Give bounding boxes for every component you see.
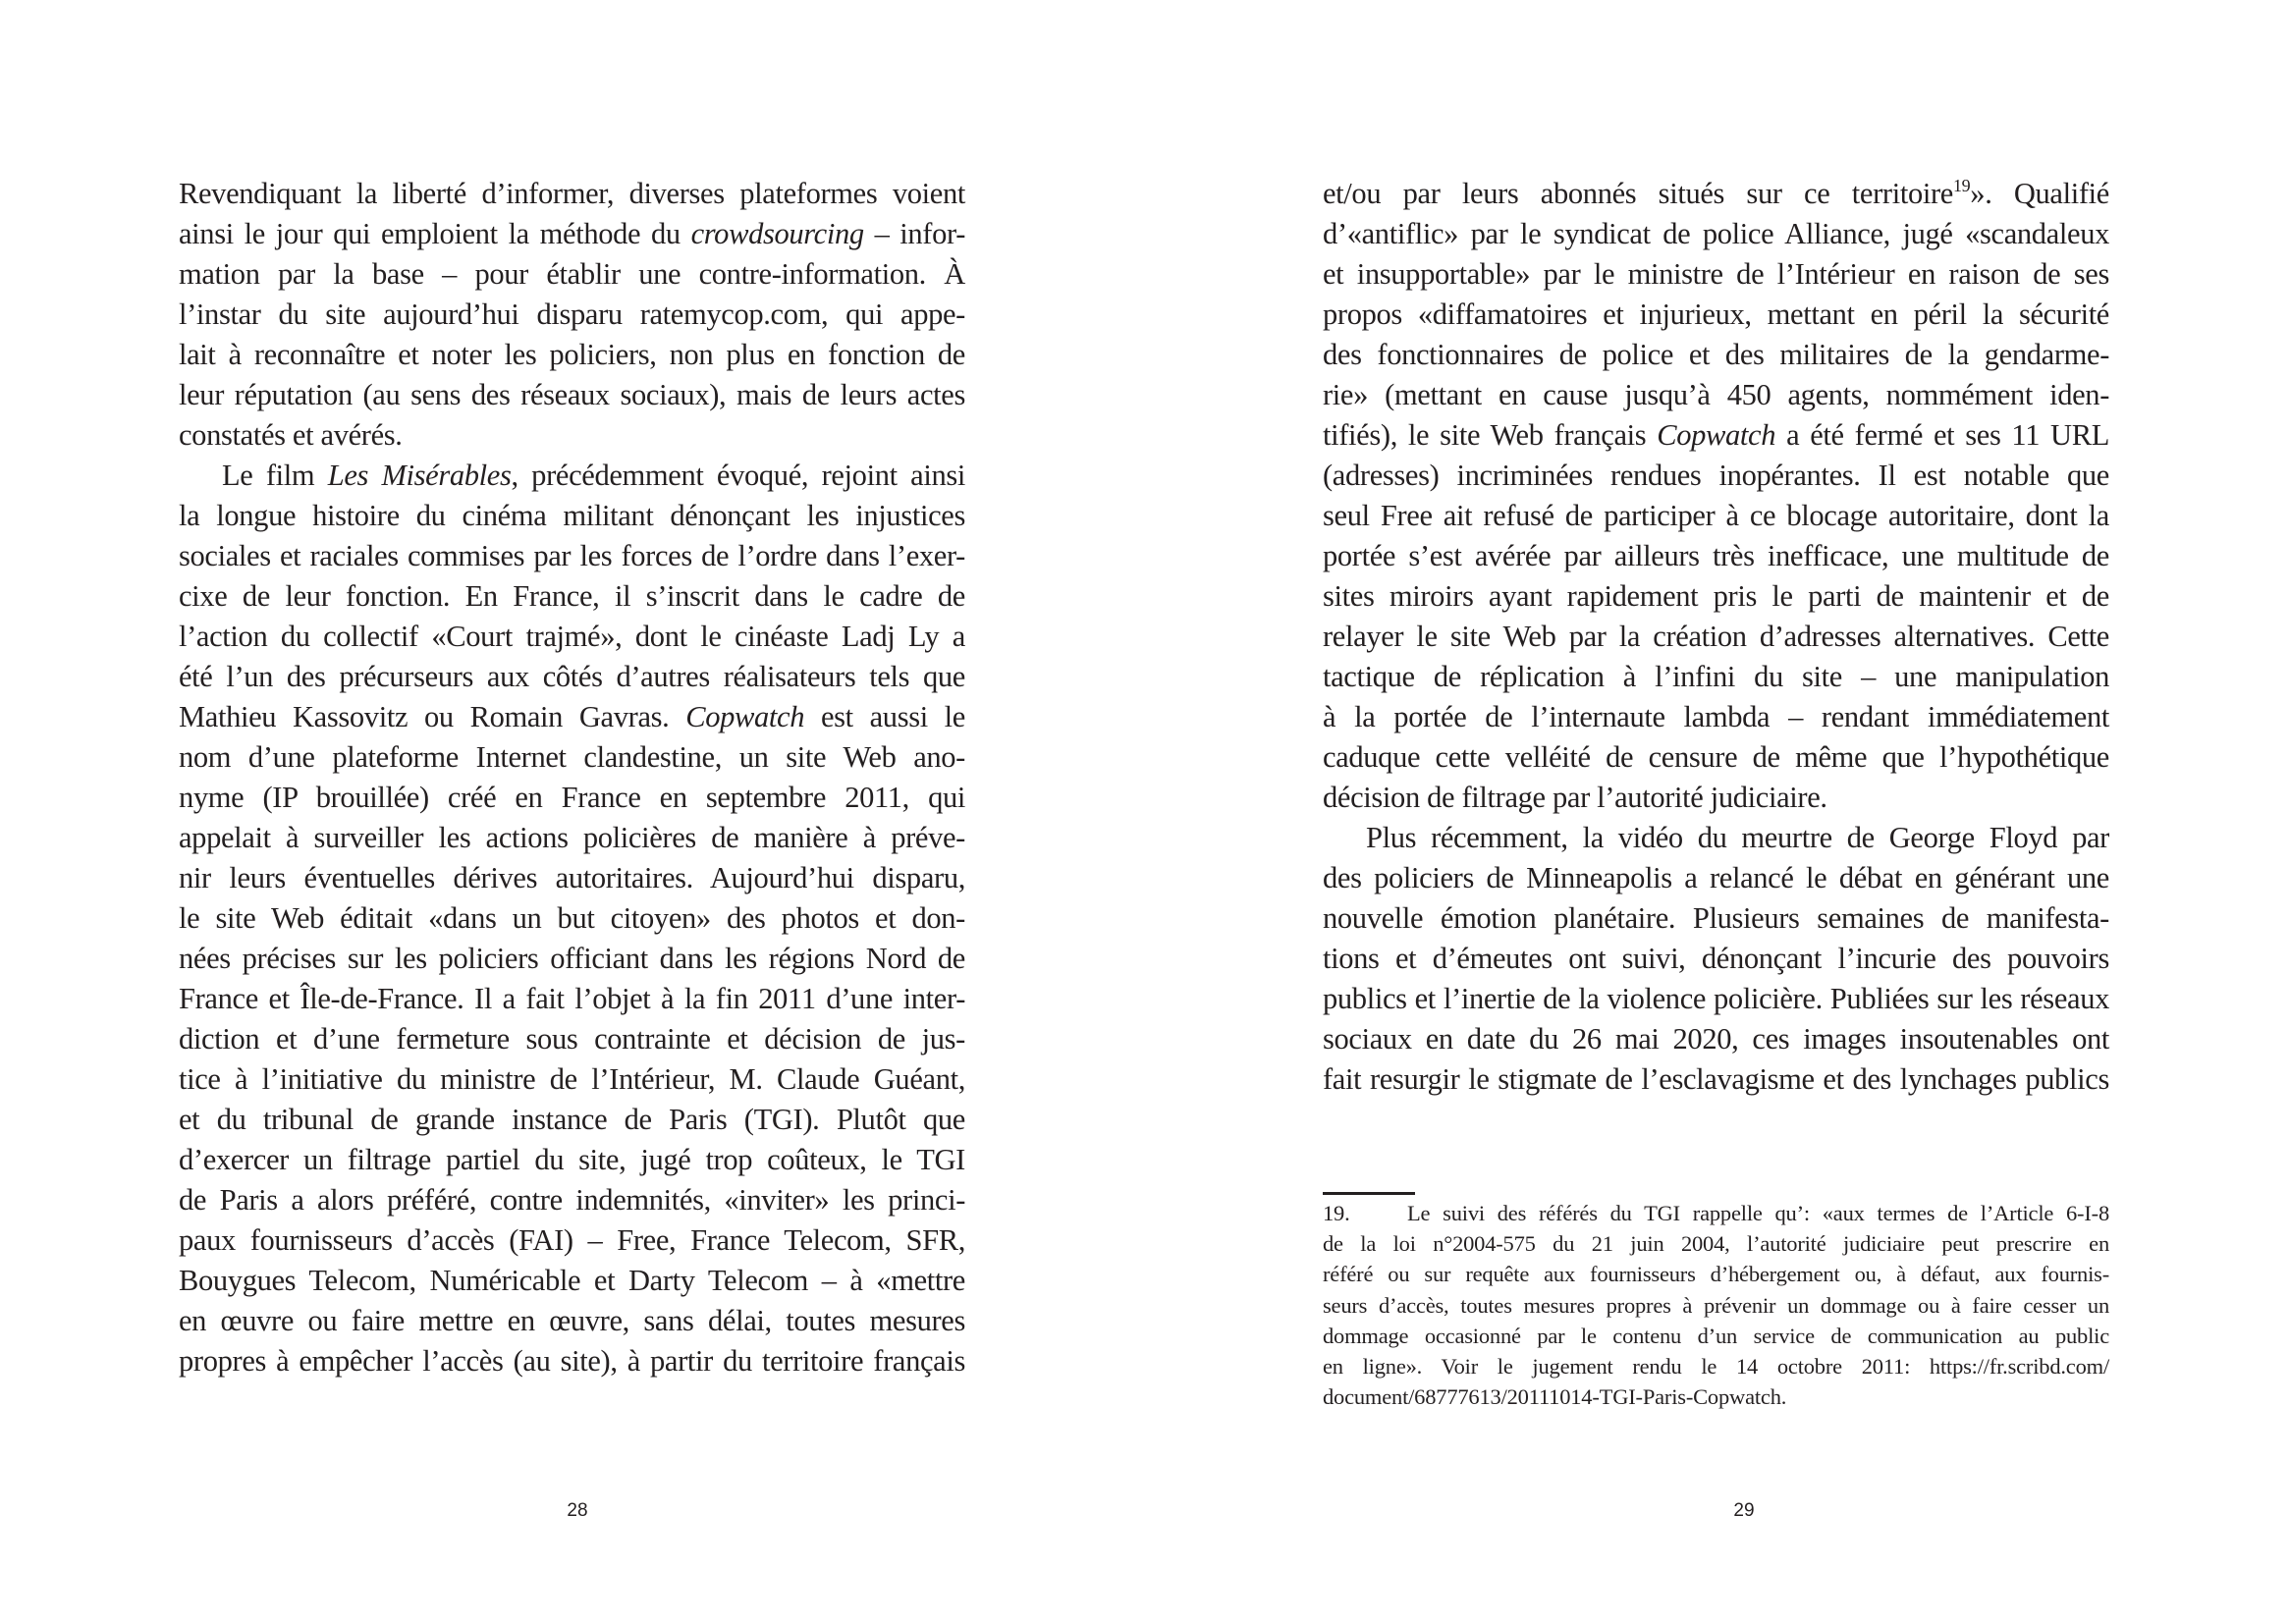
text-line: en œuvre ou faire mettre en œuvre, sans délai, toutes mesures [179, 1304, 965, 1337]
text-line: caduque cette velléité de censure de même que l’hypothétique [1323, 740, 2109, 774]
text-line: tactique de réplication à l’infini du site – une manipulation [1323, 660, 2109, 693]
text-line: des fonctionnaires de police et des militaires de la gendarme- [1323, 338, 2109, 371]
footnote-19 [1323, 1198, 2109, 1412]
text-line: Revendiquant la liberté d’informer, diverses plateformes voient [179, 177, 965, 210]
left-body-text [179, 174, 965, 1422]
text-line: portée s’est avérée par ailleurs très inefficace, une multitude de [1323, 539, 2109, 572]
page-number: 29 [1733, 1500, 1755, 1521]
footnote-line: 19. Le suivi des référés du TGI rappelle qu’: «aux termes de l’Article 6-I-8 [1323, 1198, 2109, 1228]
text-line: la longue histoire du cinéma militant dénonçant les injustices [179, 499, 965, 532]
italic-title: Les Misérables [327, 459, 512, 492]
text-line: cixe de leur fonction. En France, il s’inscrit dans le cadre de [179, 579, 965, 613]
text-line: sociaux en date du 26 mai 2020, ces images insoutenables ont [1323, 1022, 2109, 1056]
paragraph [1323, 174, 2109, 818]
text-line: sociales et raciales commises par les forces de l’ordre dans l’exer- [179, 539, 965, 572]
footnote-line: en ligne». Voir le jugement rendu le 14 octobre 2011: https://fr.scribd.com/ [1323, 1353, 2109, 1379]
text-line: appelait à surveiller les actions policières de manière à préve- [179, 821, 965, 854]
text-line: sites miroirs ayant rapidement pris le parti de maintenir et de [1323, 579, 2109, 613]
text-line: Mathieu Kassovitz ou Romain Gavras. Copwatch est aussi le [179, 700, 965, 733]
text-line: nées précises sur les policiers officiant dans les régions Nord de [179, 942, 965, 975]
right-page [1145, 0, 2289, 1624]
text-line: Bouygues Telecom, Numéricable et Darty Telecom – à «mettre [179, 1264, 965, 1297]
text-line: d’exercer un filtrage partiel du site, jugé trop coûteux, le TGI [179, 1143, 965, 1176]
text-line: leur réputation (au sens des réseaux sociaux), mais de leurs actes [179, 378, 965, 411]
text-line: été l’un des précurseurs aux côtés d’autres réalisateurs tels que [179, 660, 965, 693]
text-line: nouvelle émotion planétaire. Plusieurs semaines de manifesta- [1323, 901, 2109, 935]
text-line: tions et d’émeutes ont suivi, dénonçant l’incurie des pouvoirs [1323, 942, 2109, 975]
paragraph [1323, 818, 2109, 1100]
text-line: mation par la base – pour établir une contre-information. À [179, 257, 965, 291]
text-line: propos «diffamatoires et injurieux, mettant en péril la sécurité [1323, 298, 2109, 331]
text-line: rie» (mettant en cause jusqu’à 450 agents, nommément iden- [1323, 378, 2109, 411]
text-line: décision de filtrage par l’autorité judiciaire. [1323, 781, 1827, 814]
page-number: 28 [567, 1500, 588, 1521]
text-line: nir leurs éventuelles dérives autoritaires. Aujourd’hui disparu, [179, 861, 965, 894]
paragraph [179, 174, 965, 456]
text-line: fait resurgir le stigmate de l’esclavagisme et des lynchages publics [1323, 1062, 2109, 1096]
footnote-line: seurs d’accès, toutes mesures propres à prévenir un dommage ou à faire cesser un [1323, 1292, 2109, 1318]
footnote-line: dommage occasionné par le contenu d’un service de communication au public [1323, 1323, 2109, 1348]
footnote-line: référé ou sur requête aux fournisseurs d’hébergement ou, à défaut, aux fournis- [1323, 1262, 2109, 1287]
footnote-separator [1323, 1192, 1415, 1195]
text-line [179, 1381, 965, 1422]
italic-term: Copwatch [685, 700, 805, 733]
footnote-line: document/68777613/20111014-TGI-Paris-Copwatch. [1323, 1384, 1787, 1410]
text-line: France et Île-de-France. Il a fait l’objet à la fin 2011 d’une inter- [179, 982, 965, 1015]
text-line: paux fournisseurs d’accès (FAI) – Free, France Telecom, SFR, [179, 1223, 965, 1257]
text-line: le site Web éditait «dans un but citoyen» des photos et don- [179, 901, 965, 935]
text-line: des policiers de Minneapolis a relancé le débat en générant une [1323, 861, 2109, 894]
text-line: et du tribunal de grande instance de Paris (TGI). Plutôt que [179, 1103, 965, 1136]
text-line: Le film Les Misérables, précédemment évoqué, rejoint ainsi [222, 459, 965, 492]
text-line: nyme (IP brouillée) créé en France en septembre 2011, qui [179, 781, 965, 814]
text-line: publics et l’inertie de la violence policière. Publiées sur les réseaux [1323, 982, 2109, 1015]
text-line: et insupportable» par le ministre de l’Intérieur en raison de ses [1323, 257, 2109, 291]
left-page [0, 0, 1144, 1624]
text-line: constatés et avérés. [179, 418, 403, 452]
text-line: tifiés), le site Web français Copwatch a été fermé et ses 11 URL [1323, 418, 2109, 452]
footnote-line: de la loi n°2004-575 du 21 juin 2004, l’autorité judiciaire peut prescrire en [1323, 1231, 2109, 1257]
text-line: ainsi le jour qui emploient la méthode du crowdsourcing – infor- [179, 217, 965, 250]
right-body-text [1323, 174, 2109, 1100]
text-line: diction et d’une fermeture sous contrainte et décision de jus- [179, 1022, 965, 1056]
text-line: tice à l’initiative du ministre de l’Intérieur, M. Claude Guéant, [179, 1062, 965, 1096]
text-line: (adresses) incriminées rendues inopérantes. Il est notable que [1323, 459, 2109, 492]
text-line: l’action du collectif «Court trajmé», dont le cinéaste Ladj Ly a [179, 620, 965, 653]
footnote-number: 19. [1323, 1201, 1350, 1225]
text-line: Plus récemment, la vidéo du meurtre de George Floyd par [1366, 821, 2109, 854]
text-line: relayer le site Web par la création d’adresses alternatives. Cette [1323, 620, 2109, 653]
text-line: à la portée de l’internaute lambda – rendant immédiatement [1323, 700, 2109, 733]
text-line: seul Free ait refusé de participer à ce blocage autoritaire, dont la [1323, 499, 2109, 532]
text-line: et/ou par leurs abonnés situés sur ce territoire$^{19}$». Qualifié [1323, 176, 2109, 210]
text-line: lait à reconnaître et noter les policiers, non plus en fonction de [179, 338, 965, 371]
text-line: propres à empêcher l’accès (au site), à partir du territoire français [179, 1344, 965, 1378]
italic-term: crowdsourcing [690, 217, 864, 250]
text-line: de Paris a alors préféré, contre indemnités, «inviter» les princi- [179, 1183, 965, 1217]
text-line: d’«antiflic» par le syndicat de police Alliance, jugé «scandaleux [1323, 217, 2109, 250]
text-line: nom d’une plateforme Internet clandestine, un site Web ano- [179, 740, 965, 774]
paragraph [179, 456, 965, 1422]
italic-term: Copwatch [1657, 418, 1776, 452]
footnote-reference: 19 [1952, 176, 1971, 195]
text-line: l’instar du site aujourd’hui disparu ratemycop.com, qui appe- [179, 298, 965, 331]
